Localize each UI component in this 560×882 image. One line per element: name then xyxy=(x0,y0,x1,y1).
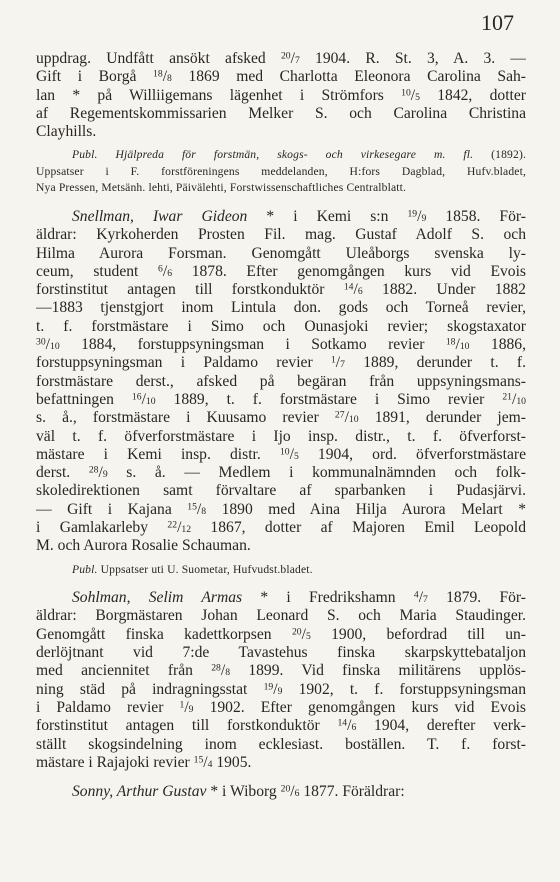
text-line xyxy=(36,537,526,555)
text-run: / xyxy=(353,281,358,299)
text-run: 6 xyxy=(167,267,173,279)
text-run: 1904, ord. öfverforstmästare xyxy=(298,445,526,463)
text-run: 19 xyxy=(407,208,418,220)
text-line xyxy=(36,263,526,281)
text-run: 1878. Efter genomgången kurs vid Evois xyxy=(172,262,526,280)
entry-sohlman xyxy=(36,589,526,772)
text-line xyxy=(36,226,526,244)
text-run: / xyxy=(196,500,202,518)
text-run: 6 xyxy=(357,286,363,298)
text-run: 14 xyxy=(343,281,354,293)
text-run: 10 xyxy=(459,341,470,353)
text-run: —1883 tjenstgjort inom Lintula don. gods och Torneå revier, xyxy=(36,299,526,317)
text-run: i Paldamo revier xyxy=(36,698,180,716)
text-run: / xyxy=(45,336,50,354)
text-run: * i Fredrikshamn xyxy=(242,589,414,607)
text-run: 22 xyxy=(167,519,178,531)
text-line xyxy=(36,50,526,68)
text-run: 1890 med Aina Hilja Aurora Melart * xyxy=(206,500,526,518)
text-run: 1884, forstuppsyningsman i Sotkamo revier xyxy=(59,336,446,354)
text-line xyxy=(36,180,526,197)
text-run: / xyxy=(162,262,168,280)
text-run: 15 xyxy=(187,501,197,513)
text-run: 9 xyxy=(188,703,194,715)
text-line xyxy=(36,147,526,164)
text-run: 1904. R. St. 3, A. 3. — xyxy=(299,50,526,67)
text-run: 6 xyxy=(294,788,300,800)
text-run: * i Wiborg xyxy=(206,783,281,801)
text-run: 7 xyxy=(340,359,345,371)
text-run: Uppsatser uti U. Suometar, Hufvudst.bladet. xyxy=(97,562,313,576)
text-run: 18 xyxy=(445,336,456,348)
text-run: / xyxy=(290,50,295,67)
page-number: 107 xyxy=(481,10,514,35)
text-run: 8 xyxy=(225,667,231,679)
text-run: 1867, dotter af Majoren Emil Leopold xyxy=(191,519,526,537)
entry-snellman xyxy=(36,208,526,556)
text-run: 28 xyxy=(211,662,221,674)
text-run: 20 xyxy=(280,50,291,62)
text-run: M. och Aurora Rosalie Schauman. xyxy=(36,537,251,555)
text-run: Publ. Hjälpreda för forstmän, skogs- och virkesegare m. fl. xyxy=(72,148,474,162)
text-run: 1 xyxy=(330,355,336,367)
text-run: / xyxy=(184,698,189,716)
text-run: — Gift i Kajana xyxy=(36,500,188,518)
text-run: / xyxy=(220,662,226,680)
text-run: 1858. För- xyxy=(426,207,526,225)
text-line xyxy=(36,245,526,263)
text-run: ceum, student xyxy=(36,262,159,280)
person-name: Snellman, Iwar Gideon xyxy=(72,207,248,225)
text-line xyxy=(36,783,526,801)
text-run: forstuppsyningsman i Paldamo revier xyxy=(36,354,331,372)
text-run: af Regementskommissarien Melker S. och Carolina Christina xyxy=(36,104,526,122)
text-line xyxy=(36,409,526,427)
text-line xyxy=(36,391,526,409)
text-run: / xyxy=(273,680,278,698)
text-run: 9 xyxy=(277,685,283,697)
text-run: 4 xyxy=(207,758,213,770)
text-run: / xyxy=(344,409,349,427)
text-run: 5 xyxy=(415,91,420,103)
text-run: 10 xyxy=(50,341,60,353)
text-run: 1905. xyxy=(212,753,252,771)
text-run: 1904, derefter verk- xyxy=(356,717,526,735)
text-run: med anciennitet från xyxy=(36,662,212,680)
text-run: 16 xyxy=(131,391,142,403)
text-run: derlöjtnant vid 7:de Tavastehus finska skarpskyttebataljon xyxy=(36,644,526,662)
entry-sonny xyxy=(36,783,526,801)
text-run: 4 xyxy=(413,589,419,601)
publications-note xyxy=(36,147,526,197)
text-run: 10 xyxy=(516,395,526,407)
text-run: / xyxy=(177,519,182,537)
text-line xyxy=(36,464,526,482)
text-line xyxy=(36,589,526,607)
text-line xyxy=(36,607,526,625)
text-line xyxy=(36,681,526,699)
person-name: Sohlman, Selim Armas xyxy=(72,589,243,607)
text-run: äldrar: Borgmästaren Johan Leonard S. och Maria Staudinger. xyxy=(36,607,526,625)
text-run: / xyxy=(418,589,424,607)
text-run: 7 xyxy=(423,594,428,606)
text-line xyxy=(36,336,526,354)
text-line xyxy=(36,354,526,372)
text-run: / xyxy=(335,354,341,372)
text-run: 6 xyxy=(158,263,163,275)
text-run: / xyxy=(512,390,517,408)
text-run: / xyxy=(410,86,416,104)
text-run: 20 xyxy=(280,783,291,795)
text-line xyxy=(36,754,526,772)
text-run: 8 xyxy=(201,505,207,517)
text-run: 5 xyxy=(293,450,299,462)
text-line xyxy=(36,644,526,662)
text-run: (1892). xyxy=(473,148,526,162)
text-run: 1886, xyxy=(469,336,526,354)
text-run: / xyxy=(290,783,295,801)
text-run: 1899. Vid finska militärens upplös- xyxy=(230,662,526,680)
text-line xyxy=(36,373,526,391)
text-line xyxy=(36,164,526,181)
text-line xyxy=(36,318,526,336)
text-line xyxy=(36,208,526,226)
text-run: befattningen xyxy=(36,390,132,408)
text-run: 12 xyxy=(181,524,192,536)
text-run: Gift i Borgå xyxy=(36,68,154,86)
text-run: forstmästare derst., afsked på begäran från uppsyningsmans- xyxy=(36,372,526,390)
text-run: derst. xyxy=(36,464,89,482)
text-run: / xyxy=(98,464,103,482)
text-run: Uppsatser i F. forstföreningens meddelanden, H:fors Dagblad, Hufv.bladet, xyxy=(36,164,526,178)
person-name: Sonny, Arthur Gustav xyxy=(72,783,207,801)
text-run: 1869 med Charlotta Eleonora Carolina Sah- xyxy=(171,68,526,86)
text-run: 10 xyxy=(145,395,156,407)
text-run: 6 xyxy=(351,722,357,734)
text-run: * i Kemi s:n xyxy=(247,207,408,225)
text-run: Clayhills. xyxy=(36,123,97,141)
text-run: ställt skogsindelning inom ecklesiast. boställen. T. f. forst- xyxy=(36,735,526,753)
text-run: ning städ på indragningsstat xyxy=(36,680,264,698)
page-text xyxy=(36,50,526,801)
text-run: i Gamlakarleby xyxy=(36,519,168,537)
text-run: 1902, t. f. forstuppsyningsman xyxy=(282,680,526,698)
text-run: forstinstitut antagen till forstkonduktör xyxy=(36,717,338,735)
text-run: 20 xyxy=(291,626,302,638)
text-run: skoledirektionen samt förvaltare af sparbanken i Pudasjärvi. xyxy=(36,482,526,500)
text-run: 1889, t. f. forstmästare i Simo revier xyxy=(155,390,503,408)
text-run: 1891, derunder jem- xyxy=(358,409,526,427)
text-run: uppdrag. Undfått ansökt afsked xyxy=(36,50,281,67)
text-line xyxy=(36,717,526,735)
text-line xyxy=(36,428,526,446)
text-run: forstinstitut antagen till forstkonduktör xyxy=(36,281,344,299)
text-run: mästare i Rajajoki revier xyxy=(36,753,194,771)
text-line xyxy=(36,446,526,464)
text-run: 27 xyxy=(334,409,345,421)
text-line xyxy=(36,87,526,105)
text-line xyxy=(36,482,526,500)
text-line xyxy=(36,299,526,317)
text-line xyxy=(36,123,526,141)
text-run: 8 xyxy=(167,73,172,85)
text-line xyxy=(36,105,526,123)
text-run: 5 xyxy=(305,630,311,642)
text-line xyxy=(36,281,526,299)
text-run: Hilma Aurora Forsman. Genomgått Uleåborgs svenska ly- xyxy=(36,244,526,262)
text-line xyxy=(36,68,526,86)
text-run: 15 xyxy=(193,754,204,766)
text-run: / xyxy=(289,445,294,463)
text-run: 7 xyxy=(294,55,300,66)
text-run: s. å., forstmästare i Kuusamo revier xyxy=(36,409,335,427)
text-run: 10 xyxy=(401,87,411,99)
text-line xyxy=(36,562,526,579)
text-run: Publ. xyxy=(72,562,98,576)
text-run: / xyxy=(347,717,352,735)
text-run: lan * på Williigemans lägenhet i Strömfors xyxy=(36,86,402,104)
text-run: 9 xyxy=(421,212,427,224)
text-run: 1 xyxy=(179,699,185,711)
text-run: 1842, dotter xyxy=(419,86,526,104)
text-line xyxy=(36,501,526,519)
text-run: mästare i Kemi insp. distr. xyxy=(36,445,280,463)
text-run: 1902. Efter genomgången kurs vid Evois xyxy=(193,698,526,716)
text-run: 19 xyxy=(263,681,274,693)
text-run: 30 xyxy=(36,336,46,348)
text-run: / xyxy=(203,753,208,771)
text-run: 10 xyxy=(348,414,359,426)
text-run: Genomgått finska kadettkorpsen xyxy=(36,625,292,643)
text-line xyxy=(36,519,526,537)
text-run: 21 xyxy=(502,391,512,403)
text-run: / xyxy=(162,68,168,86)
publications-note xyxy=(36,562,526,579)
text-run: 1882. Under 1882 xyxy=(362,281,526,299)
text-run: t. f. forstmästare i Simo och Ounasjoki revier; skogstaxator xyxy=(36,317,526,335)
text-run: 1900, befordrad till un- xyxy=(310,625,526,643)
entry-paragraph xyxy=(36,50,526,141)
text-run: / xyxy=(417,207,422,225)
text-run: 9 xyxy=(102,469,108,481)
text-line xyxy=(36,699,526,717)
text-line xyxy=(36,736,526,754)
text-run: väl t. f. öfverforstmästare i Ijo insp. distr., t. f. öfverforst- xyxy=(36,427,526,445)
text-run: / xyxy=(141,390,146,408)
text-line xyxy=(36,662,526,680)
text-run: 1879. För- xyxy=(427,589,526,607)
text-run: s. å. — Medlem i kommunalnämnden och folk- xyxy=(107,464,526,482)
text-run: äldrar: Kyrkoherden Prosten Fil. mag. Gustaf Adolf S. och xyxy=(36,226,526,244)
text-run: 1889, derunder t. f. xyxy=(344,354,526,372)
text-run: 14 xyxy=(337,717,348,729)
text-run: 18 xyxy=(153,68,163,80)
text-run: / xyxy=(301,625,306,643)
text-run: 1877. Föräldrar: xyxy=(299,783,405,801)
text-line xyxy=(36,626,526,644)
text-run: 10 xyxy=(279,446,290,458)
text-run: 28 xyxy=(88,464,99,476)
text-run: / xyxy=(455,336,460,354)
text-run: Nya Pressen, Metsänh. lehti, Päivälehti, Forstwissenschaftliches Centralblatt. xyxy=(36,181,407,195)
